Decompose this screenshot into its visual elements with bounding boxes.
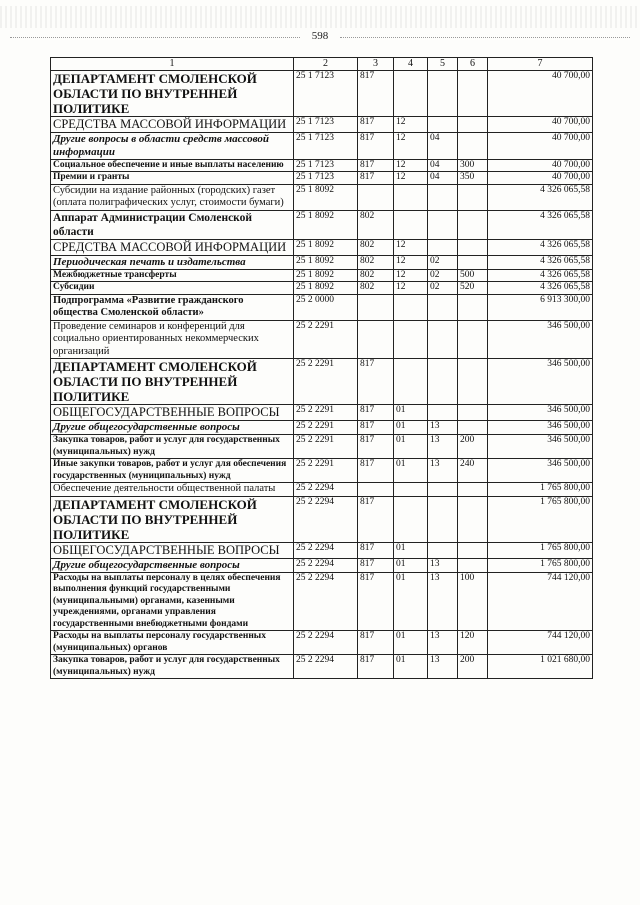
target-article-cell: 25 2 2291 bbox=[294, 359, 358, 405]
expense-type-cell bbox=[458, 255, 488, 269]
amount-cell: 1 021 680,00 bbox=[488, 655, 593, 679]
table-row bbox=[51, 255, 593, 269]
target-article-cell: 25 2 2291 bbox=[294, 405, 358, 421]
header-cell: 6 bbox=[458, 58, 488, 71]
table-row bbox=[51, 542, 593, 558]
subsection-code-cell: 04 bbox=[428, 172, 458, 185]
ministry-code-cell bbox=[358, 294, 394, 320]
table-row bbox=[51, 70, 593, 116]
expense-type-cell bbox=[458, 294, 488, 320]
amount-cell: 4 326 065,58 bbox=[488, 184, 593, 210]
section-code-cell: 01 bbox=[394, 558, 428, 572]
section-code-cell: 01 bbox=[394, 435, 428, 459]
expense-type-cell bbox=[458, 70, 488, 116]
subsection-code-cell: 04 bbox=[428, 159, 458, 172]
amount-cell: 40 700,00 bbox=[488, 116, 593, 132]
target-article-cell: 25 1 8092 bbox=[294, 269, 358, 282]
table-row bbox=[51, 483, 593, 497]
expense-type-cell: 300 bbox=[458, 159, 488, 172]
section-code-cell: 12 bbox=[394, 282, 428, 295]
table-row bbox=[51, 184, 593, 210]
target-article-cell: 25 1 8092 bbox=[294, 184, 358, 210]
section-code-cell bbox=[394, 483, 428, 497]
subsection-code-cell bbox=[428, 116, 458, 132]
expense-type-cell bbox=[458, 542, 488, 558]
expense-type-cell: 520 bbox=[458, 282, 488, 295]
ministry-code-cell: 817 bbox=[358, 496, 394, 542]
expense-type-cell bbox=[458, 558, 488, 572]
target-article-cell: 25 1 8092 bbox=[294, 282, 358, 295]
table-row bbox=[51, 269, 593, 282]
section-code-cell: 01 bbox=[394, 542, 428, 558]
row-name-cell: Субсидии на издание районных (городских) газет (оплата полиграфических услуг, стоимости бумаги) bbox=[51, 184, 294, 210]
amount-cell: 4 326 065,58 bbox=[488, 210, 593, 239]
table-row bbox=[51, 405, 593, 421]
subsection-code-cell: 13 bbox=[428, 459, 458, 483]
subsection-code-cell: 13 bbox=[428, 655, 458, 679]
target-article-cell: 25 2 2291 bbox=[294, 459, 358, 483]
amount-cell: 346 500,00 bbox=[488, 421, 593, 435]
row-name-cell: ДЕПАРТАМЕНТ СМОЛЕНСКОЙ ОБЛАСТИ ПО ВНУТРЕННЕЙ ПОЛИТИКЕ bbox=[51, 70, 294, 116]
subsection-code-cell: 13 bbox=[428, 572, 458, 631]
page-number: 598 bbox=[0, 30, 640, 42]
row-name-cell: Проведение семинаров и конференций для социально ориентированных некоммерческих организаций bbox=[51, 320, 294, 359]
row-name-cell: Аппарат Администрации Смоленской области bbox=[51, 210, 294, 239]
ministry-code-cell: 817 bbox=[358, 70, 394, 116]
section-code-cell: 01 bbox=[394, 631, 428, 655]
ministry-code-cell: 817 bbox=[358, 655, 394, 679]
amount-cell: 1 765 800,00 bbox=[488, 558, 593, 572]
target-article-cell: 25 1 7123 bbox=[294, 159, 358, 172]
amount-cell: 6 913 300,00 bbox=[488, 294, 593, 320]
subsection-code-cell bbox=[428, 405, 458, 421]
expense-type-cell: 100 bbox=[458, 572, 488, 631]
row-name-cell: Другие общегосударственные вопросы bbox=[51, 421, 294, 435]
amount-cell: 4 326 065,58 bbox=[488, 239, 593, 255]
table-row bbox=[51, 558, 593, 572]
ministry-code-cell: 802 bbox=[358, 282, 394, 295]
section-code-cell: 01 bbox=[394, 405, 428, 421]
expense-type-cell bbox=[458, 483, 488, 497]
ministry-code-cell: 817 bbox=[358, 405, 394, 421]
row-name-cell: Социальное обеспечение и иные выплаты населению bbox=[51, 159, 294, 172]
ministry-code-cell: 817 bbox=[358, 435, 394, 459]
header-cell: 5 bbox=[428, 58, 458, 71]
section-code-cell bbox=[394, 210, 428, 239]
target-article-cell: 25 2 2294 bbox=[294, 655, 358, 679]
expense-type-cell bbox=[458, 116, 488, 132]
target-article-cell: 25 2 2294 bbox=[294, 572, 358, 631]
target-article-cell: 25 1 7123 bbox=[294, 116, 358, 132]
header-cell: 3 bbox=[358, 58, 394, 71]
amount-cell: 4 326 065,58 bbox=[488, 282, 593, 295]
subsection-code-cell: 13 bbox=[428, 421, 458, 435]
section-code-cell: 01 bbox=[394, 655, 428, 679]
target-article-cell: 25 2 2291 bbox=[294, 435, 358, 459]
table-row bbox=[51, 320, 593, 359]
ministry-code-cell bbox=[358, 320, 394, 359]
row-name-cell: Расходы на выплаты персоналу в целях обеспечения выполнения функций государственными (муниципальными) органами, казенными учреждениями, органами управления государственными внебюджетными фондами bbox=[51, 572, 294, 631]
table-row bbox=[51, 631, 593, 655]
row-name-cell: Другие вопросы в области средств массовой информации bbox=[51, 132, 294, 159]
row-name-cell: Периодическая печать и издательства bbox=[51, 255, 294, 269]
amount-cell: 40 700,00 bbox=[488, 172, 593, 185]
amount-cell: 40 700,00 bbox=[488, 159, 593, 172]
section-code-cell bbox=[394, 320, 428, 359]
budget-table bbox=[50, 57, 593, 679]
section-code-cell bbox=[394, 184, 428, 210]
table-row bbox=[51, 172, 593, 185]
subsection-code-cell: 13 bbox=[428, 558, 458, 572]
target-article-cell: 25 2 2294 bbox=[294, 631, 358, 655]
expense-type-cell: 120 bbox=[458, 631, 488, 655]
ministry-code-cell: 817 bbox=[358, 631, 394, 655]
table-row bbox=[51, 282, 593, 295]
target-article-cell: 25 1 8092 bbox=[294, 255, 358, 269]
row-name-cell: Расходы на выплаты персоналу государственных (муниципальных) органов bbox=[51, 631, 294, 655]
amount-cell: 40 700,00 bbox=[488, 132, 593, 159]
row-name-cell: Премии и гранты bbox=[51, 172, 294, 185]
amount-cell: 346 500,00 bbox=[488, 320, 593, 359]
amount-cell: 4 326 065,58 bbox=[488, 255, 593, 269]
expense-type-cell bbox=[458, 320, 488, 359]
subsection-code-cell: 02 bbox=[428, 282, 458, 295]
expense-type-cell bbox=[458, 421, 488, 435]
table-row bbox=[51, 116, 593, 132]
table-row bbox=[51, 496, 593, 542]
scan-noise bbox=[0, 6, 640, 28]
ministry-code-cell: 817 bbox=[358, 116, 394, 132]
table-row bbox=[51, 159, 593, 172]
header-cell: 2 bbox=[294, 58, 358, 71]
expense-type-cell bbox=[458, 359, 488, 405]
section-code-cell bbox=[394, 70, 428, 116]
subsection-code-cell: 13 bbox=[428, 631, 458, 655]
section-code-cell bbox=[394, 359, 428, 405]
ministry-code-cell: 817 bbox=[358, 172, 394, 185]
subsection-code-cell bbox=[428, 210, 458, 239]
expense-type-cell: 200 bbox=[458, 435, 488, 459]
row-name-cell: СРЕДСТВА МАССОВОЙ ИНФОРМАЦИИ bbox=[51, 116, 294, 132]
table-row bbox=[51, 132, 593, 159]
row-name-cell: Обеспечение деятельности общественной палаты bbox=[51, 483, 294, 497]
subsection-code-cell bbox=[428, 483, 458, 497]
header-cell: 1 bbox=[51, 58, 294, 71]
row-name-cell: СРЕДСТВА МАССОВОЙ ИНФОРМАЦИИ bbox=[51, 239, 294, 255]
header-cell: 4 bbox=[394, 58, 428, 71]
target-article-cell: 25 1 7123 bbox=[294, 132, 358, 159]
expense-type-cell bbox=[458, 239, 488, 255]
table-row bbox=[51, 435, 593, 459]
ministry-code-cell: 817 bbox=[358, 558, 394, 572]
subsection-code-cell bbox=[428, 359, 458, 405]
amount-cell: 1 765 800,00 bbox=[488, 542, 593, 558]
expense-type-cell: 350 bbox=[458, 172, 488, 185]
target-article-cell: 25 2 0000 bbox=[294, 294, 358, 320]
row-name-cell: Закупка товаров, работ и услуг для государственных (муниципальных) нужд bbox=[51, 655, 294, 679]
section-code-cell: 12 bbox=[394, 172, 428, 185]
ministry-code-cell bbox=[358, 184, 394, 210]
table-row bbox=[51, 239, 593, 255]
ministry-code-cell: 817 bbox=[358, 132, 394, 159]
amount-cell: 744 120,00 bbox=[488, 572, 593, 631]
section-code-cell: 12 bbox=[394, 132, 428, 159]
target-article-cell: 25 2 2291 bbox=[294, 421, 358, 435]
row-name-cell: Подпрограмма «Развитие гражданского общества Смоленской области» bbox=[51, 294, 294, 320]
subsection-code-cell bbox=[428, 542, 458, 558]
amount-cell: 1 765 800,00 bbox=[488, 496, 593, 542]
target-article-cell: 25 2 2294 bbox=[294, 483, 358, 497]
expense-type-cell bbox=[458, 496, 488, 542]
subsection-code-cell bbox=[428, 496, 458, 542]
row-name-cell: Межбюджетные трансферты bbox=[51, 269, 294, 282]
ministry-code-cell: 802 bbox=[358, 269, 394, 282]
ministry-code-cell: 817 bbox=[358, 542, 394, 558]
target-article-cell: 25 2 2291 bbox=[294, 320, 358, 359]
row-name-cell: ДЕПАРТАМЕНТ СМОЛЕНСКОЙ ОБЛАСТИ ПО ВНУТРЕННЕЙ ПОЛИТИКЕ bbox=[51, 359, 294, 405]
header-row bbox=[51, 58, 593, 71]
subsection-code-cell bbox=[428, 320, 458, 359]
row-name-cell: ОБЩЕГОСУДАРСТВЕННЫЕ ВОПРОСЫ bbox=[51, 405, 294, 421]
amount-cell: 1 765 800,00 bbox=[488, 483, 593, 497]
ministry-code-cell: 817 bbox=[358, 459, 394, 483]
table-row bbox=[51, 294, 593, 320]
amount-cell: 346 500,00 bbox=[488, 459, 593, 483]
expense-type-cell: 200 bbox=[458, 655, 488, 679]
expense-type-cell bbox=[458, 132, 488, 159]
row-name-cell: Иные закупки товаров, работ и услуг для обеспечения государственных (муниципальных) нужд bbox=[51, 459, 294, 483]
target-article-cell: 25 2 2294 bbox=[294, 496, 358, 542]
target-article-cell: 25 1 7123 bbox=[294, 70, 358, 116]
table-row bbox=[51, 572, 593, 631]
expense-type-cell bbox=[458, 210, 488, 239]
section-code-cell: 01 bbox=[394, 572, 428, 631]
section-code-cell: 12 bbox=[394, 239, 428, 255]
subsection-code-cell bbox=[428, 70, 458, 116]
row-name-cell: Другие общегосударственные вопросы bbox=[51, 558, 294, 572]
section-code-cell: 01 bbox=[394, 459, 428, 483]
amount-cell: 4 326 065,58 bbox=[488, 269, 593, 282]
ministry-code-cell: 817 bbox=[358, 359, 394, 405]
section-code-cell bbox=[394, 496, 428, 542]
expense-type-cell: 500 bbox=[458, 269, 488, 282]
ministry-code-cell: 817 bbox=[358, 159, 394, 172]
row-name-cell: Субсидии bbox=[51, 282, 294, 295]
ministry-code-cell: 817 bbox=[358, 572, 394, 631]
ministry-code-cell: 802 bbox=[358, 239, 394, 255]
ministry-code-cell: 817 bbox=[358, 421, 394, 435]
amount-cell: 346 500,00 bbox=[488, 359, 593, 405]
target-article-cell: 25 2 2294 bbox=[294, 558, 358, 572]
row-name-cell: Закупка товаров, работ и услуг для государственных (муниципальных) нужд bbox=[51, 435, 294, 459]
expense-type-cell: 240 bbox=[458, 459, 488, 483]
row-name-cell: ДЕПАРТАМЕНТ СМОЛЕНСКОЙ ОБЛАСТИ ПО ВНУТРЕННЕЙ ПОЛИТИКЕ bbox=[51, 496, 294, 542]
subsection-code-cell: 13 bbox=[428, 435, 458, 459]
row-name-cell: ОБЩЕГОСУДАРСТВЕННЫЕ ВОПРОСЫ bbox=[51, 542, 294, 558]
subsection-code-cell: 02 bbox=[428, 269, 458, 282]
subsection-code-cell bbox=[428, 239, 458, 255]
header-cell: 7 bbox=[488, 58, 593, 71]
table-row bbox=[51, 655, 593, 679]
target-article-cell: 25 1 8092 bbox=[294, 210, 358, 239]
amount-cell: 346 500,00 bbox=[488, 405, 593, 421]
amount-cell: 346 500,00 bbox=[488, 435, 593, 459]
section-code-cell bbox=[394, 294, 428, 320]
amount-cell: 744 120,00 bbox=[488, 631, 593, 655]
subsection-code-cell bbox=[428, 184, 458, 210]
section-code-cell: 12 bbox=[394, 116, 428, 132]
target-article-cell: 25 2 2294 bbox=[294, 542, 358, 558]
expense-type-cell bbox=[458, 184, 488, 210]
subsection-code-cell: 04 bbox=[428, 132, 458, 159]
subsection-code-cell: 02 bbox=[428, 255, 458, 269]
target-article-cell: 25 1 8092 bbox=[294, 239, 358, 255]
expense-type-cell bbox=[458, 405, 488, 421]
table-row bbox=[51, 210, 593, 239]
section-code-cell: 12 bbox=[394, 269, 428, 282]
subsection-code-cell bbox=[428, 294, 458, 320]
section-code-cell: 12 bbox=[394, 255, 428, 269]
ministry-code-cell: 802 bbox=[358, 255, 394, 269]
section-code-cell: 01 bbox=[394, 421, 428, 435]
section-code-cell: 12 bbox=[394, 159, 428, 172]
table-row bbox=[51, 359, 593, 405]
target-article-cell: 25 1 7123 bbox=[294, 172, 358, 185]
amount-cell: 40 700,00 bbox=[488, 70, 593, 116]
ministry-code-cell: 802 bbox=[358, 210, 394, 239]
table-row bbox=[51, 421, 593, 435]
table-row bbox=[51, 459, 593, 483]
ministry-code-cell bbox=[358, 483, 394, 497]
